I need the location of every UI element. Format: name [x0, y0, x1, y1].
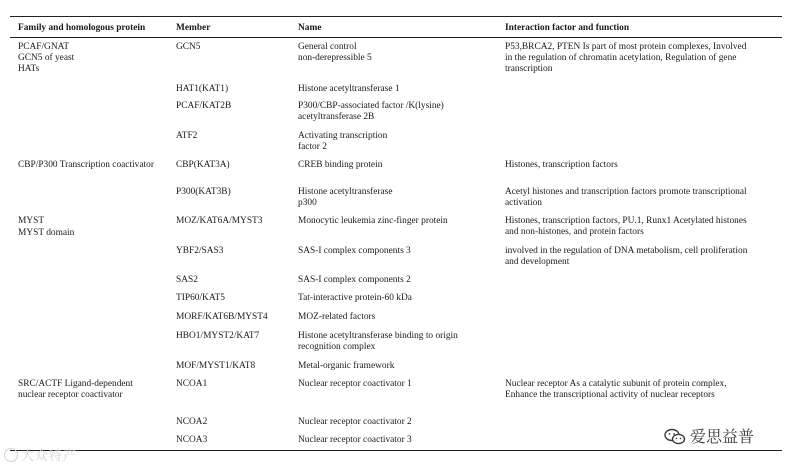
header-member: Member [176, 23, 211, 33]
function-cell: Acetyl histones and transcription factors promote transcriptional [505, 187, 747, 197]
name-cell: recognition complex [298, 342, 376, 352]
function-cell: P53,BRCA2, PTEN Is part of most protein complexes, Involved [505, 42, 747, 52]
member-cell: ATF2 [176, 131, 198, 141]
name-cell: Nuclear receptor coactivator 3 [298, 435, 412, 445]
name-cell: Nuclear receptor coactivator 1 [298, 379, 412, 389]
member-cell: HAT1(KAT1) [176, 84, 229, 94]
name-cell: Nuclear receptor coactivator 2 [298, 417, 412, 427]
name-cell: Metal-organic framework [298, 361, 395, 371]
family-pcaf-line: HATs [18, 64, 40, 74]
table-top-rule [10, 16, 782, 17]
name-cell: factor 2 [298, 142, 327, 152]
header-name: Name [298, 23, 322, 33]
member-cell: PCAF/KAT2B [176, 101, 232, 111]
name-cell: Histone acetyltransferase binding to origin [298, 331, 458, 341]
header-function: Interaction factor and function [505, 23, 630, 33]
name-cell: acetyltransferase 2B [298, 112, 375, 122]
name-cell: SAS-I complex components 2 [298, 275, 411, 285]
member-cell: P300(KAT3B) [176, 187, 231, 197]
function-cell: involved in the regulation of DNA metabolism, cell proliferation [505, 246, 748, 256]
family-src-line: SRC/ACTF Ligand-dependent [18, 379, 133, 389]
member-cell: SAS2 [176, 275, 198, 285]
member-cell: NCOA1 [176, 379, 208, 389]
name-cell: Activating transcription [298, 131, 388, 141]
name-cell: p300 [298, 198, 317, 208]
name-cell: MOZ-related factors [298, 312, 376, 322]
function-cell: transcription [505, 64, 553, 74]
watermark-right [664, 424, 754, 447]
family-pcaf-line: GCN5 of yeast [18, 53, 75, 63]
family-pcaf-line: PCAF/GNAT [18, 42, 70, 52]
name-cell: Histone acetyltransferase 1 [298, 84, 400, 94]
function-cell: and development [505, 257, 570, 267]
function-cell: Histones, transcription factors, PU.1, Runx1 Acetylated histones [505, 216, 747, 226]
watermark-right-text: 爱思益普 [690, 427, 755, 446]
function-cell: in the regulation of chromatin acetylation, Regulation of gene [505, 53, 737, 63]
member-cell: GCN5 [176, 42, 201, 52]
name-cell: Histone acetyltransferase [298, 187, 393, 197]
function-cell: Enhance the transcriptional activity of nuclear receptors [505, 390, 715, 400]
member-cell: HBO1/MYST2/KAT7 [176, 331, 260, 341]
watermark-circle-icon [4, 448, 18, 462]
name-cell: SAS-I complex components 3 [298, 246, 411, 256]
watermark-left-text: 大众特产 [21, 449, 78, 464]
name-cell: Monocytic leukemia zinc-finger protein [298, 216, 448, 226]
table-bottom-rule [10, 450, 782, 451]
name-cell: CREB binding protein [298, 160, 383, 170]
header-bottom-rule [10, 37, 782, 38]
name-cell: Tat-interactive protein-60 kDa [298, 293, 412, 303]
function-cell: activation [505, 198, 542, 208]
name-cell: non-derepressible 5 [298, 53, 372, 63]
member-cell: CBP(KAT3A) [176, 160, 230, 170]
header-family: Family and homologous protein [18, 23, 146, 33]
member-cell: MOF/MYST1/KAT8 [176, 361, 256, 371]
family-src-line: nuclear receptor coactivator [18, 390, 123, 400]
function-cell: Nuclear receptor As a catalytic subunit of protein complex, [505, 379, 727, 389]
family-myst-line: MYST [18, 216, 45, 226]
member-cell: YBF2/SAS3 [176, 246, 224, 256]
function-cell: Histones, transcription factors [505, 160, 618, 170]
member-cell: MOZ/KAT6A/MYST3 [176, 216, 263, 226]
name-cell: P300/CBP-associated factor /K(lysine) [298, 101, 444, 111]
function-cell: and non-histones, and protein factors [505, 227, 644, 237]
family-myst-line: MYST domain [18, 228, 75, 238]
watermark-left [4, 445, 77, 464]
member-cell: MORF/KAT6B/MYST4 [176, 312, 268, 322]
member-cell: NCOA3 [176, 435, 208, 445]
family-cbp-line: CBP/P300 Transcription coactivator [18, 160, 154, 170]
member-cell: NCOA2 [176, 417, 208, 427]
wechat-icon [664, 428, 686, 446]
member-cell: TIP60/KAT5 [176, 293, 225, 303]
name-cell: General control [298, 42, 357, 52]
